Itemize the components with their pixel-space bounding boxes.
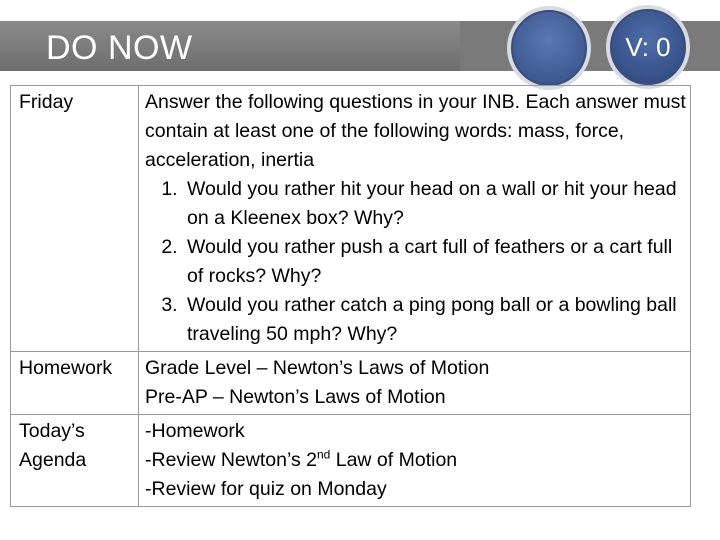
do-now-table bbox=[10, 85, 691, 507]
table-row-homework bbox=[11, 352, 691, 415]
homework-content bbox=[139, 352, 691, 415]
question-item: 1. Would you rather hit your head on a wall or hit your head on a Kleenex box? Why? bbox=[183, 175, 690, 233]
agenda-item-text: -Review Newton’s 2 bbox=[145, 449, 317, 471]
page-title: DO NOW bbox=[46, 29, 193, 67]
homework-item: Grade Level – Newton’s Laws of Motion bbox=[145, 357, 490, 379]
version-badge bbox=[606, 5, 690, 89]
question-item: 2. Would you rather push a cart full of feathers or a cart full of rocks? Why? bbox=[183, 233, 690, 291]
row-label-agenda-line1: Today’s bbox=[19, 420, 85, 442]
friday-content bbox=[139, 86, 691, 352]
friday-instructions: Answer the following questions in your INB. Each answer must contain at least one of the following words: mass, force, acceleration, inertia bbox=[145, 91, 686, 171]
table-row-agenda bbox=[11, 415, 691, 507]
table-row-friday bbox=[11, 86, 691, 352]
agenda-item bbox=[145, 446, 690, 475]
version-label: V: 0 bbox=[625, 31, 671, 62]
homework-item: Pre-AP – Newton’s Laws of Motion bbox=[145, 386, 446, 408]
ordinal-suffix: nd bbox=[316, 447, 331, 462]
decorative-circle bbox=[507, 6, 591, 90]
agenda-item: -Homework bbox=[145, 420, 245, 442]
question-list bbox=[145, 175, 690, 349]
title-banner bbox=[0, 21, 460, 71]
agenda-item-text-end: Law of Motion bbox=[330, 449, 458, 471]
agenda-item: -Review for quiz on Monday bbox=[145, 478, 387, 500]
row-label-agenda bbox=[11, 415, 139, 507]
agenda-content bbox=[139, 415, 691, 507]
row-label-agenda-line2: Agenda bbox=[19, 449, 87, 471]
question-item: 3. Would you rather catch a ping pong ball or a bowling ball traveling 50 mph? Why? bbox=[183, 291, 690, 349]
row-label-friday: Friday bbox=[11, 86, 139, 352]
row-label-homework: Homework bbox=[11, 352, 139, 415]
